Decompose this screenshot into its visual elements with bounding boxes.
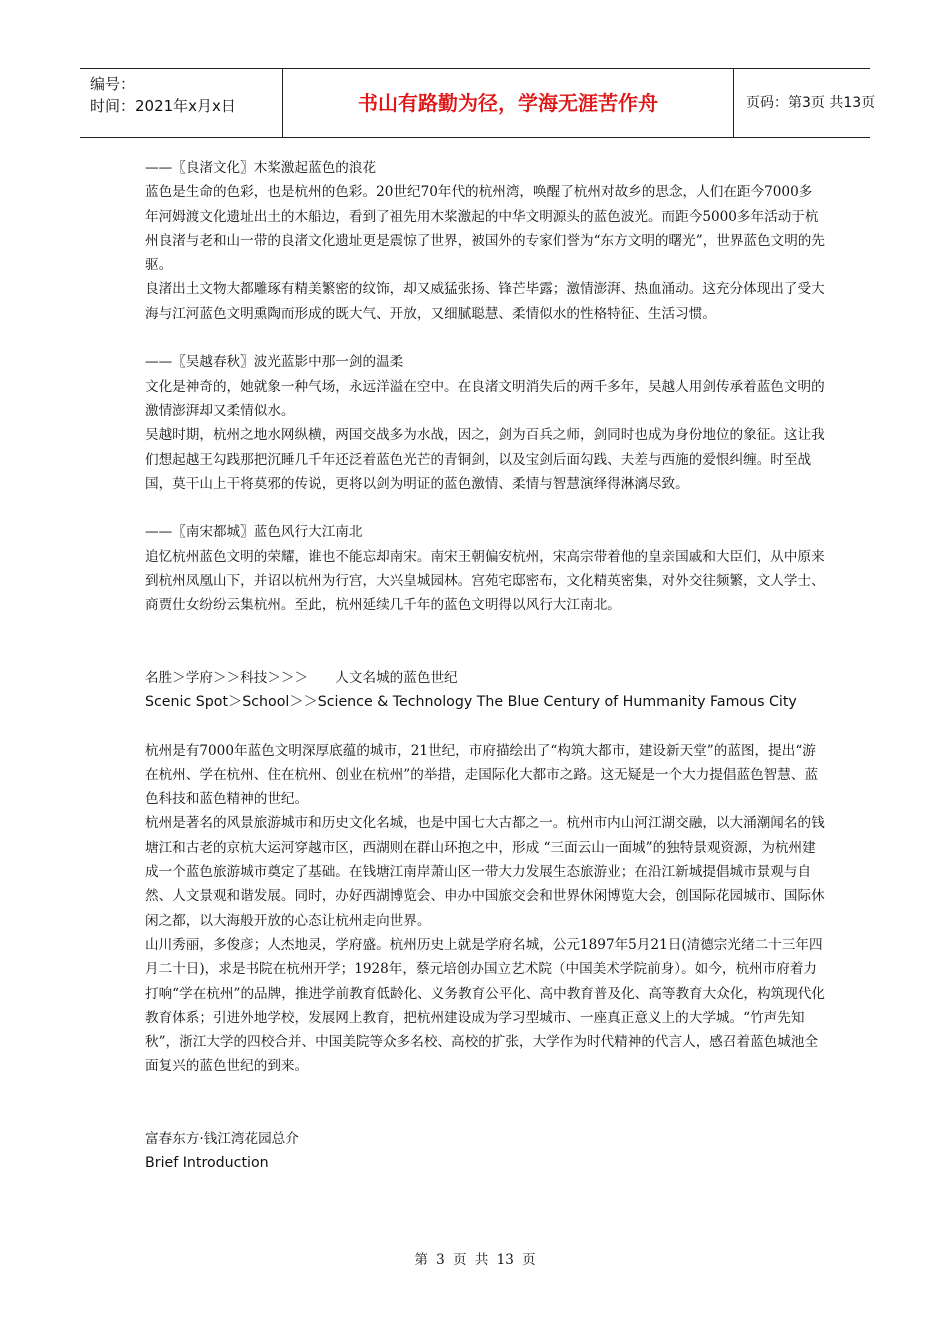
paragraph: 杭州是有7000年蓝色文明深厚底蕴的城市，21世纪，市府描绘出了“构筑大都市，建设新天堂”的蓝图，提出“游在杭州、学在杭州、住在杭州、创业在杭州”的举措，走国际化大都市之路。这无疑是一个大力提倡蓝色智慧、蓝色科技和蓝色精神的世纪。 xyxy=(145,742,819,808)
document-time-label: 时间：2021年x月x日 xyxy=(90,97,236,115)
paragraph: 吴越时期，杭州之地水网纵横，两国交战多为水战，因之，剑为百兵之师，剑同时也成为身份地位的象征。这让我们想起越王勾践那把沉睡几千年还泛着蓝色光芒的青铜剑，以及宝剑后面勾践、夫差与西施的爱恨纠缠。时至战国，莫干山上干将莫邪的传说，更将以剑为明证的蓝色激情、柔情与智慧演绎得淋漓尽致。 xyxy=(145,427,825,492)
document-number-label: 编号： xyxy=(90,75,136,93)
nav-heading-en: Scenic Spot＞School＞＞Science & Technology The Blue Century of Hummanity Famous City xyxy=(145,693,797,710)
paragraph: 良渚出土文物大都雕琢有精美繁密的纹饰，却又威猛张扬、锋芒毕露；激情澎湃、热血涌动。这充分体现出了受大海与江河蓝色文明熏陶而形成的既大气、开放，又细腻聪慧、柔情似水的性格特征、生活习惯。 xyxy=(145,281,825,322)
page-footer: 第 3 页 共 13 页 xyxy=(414,1252,536,1268)
paragraph: 山川秀丽，多俊彦；人杰地灵，学府盛。杭州历史上就是学府名城，公元1897年5月21日(清德宗光绪二十三年四月二十日)，求是书院在杭州开学；1928年，蔡元培创办国立艺术院（中国美术学院前身）。如今，杭州市府着力打响“学在杭州”的品牌，推进学前教育低龄化、义务教育公平化、高中教育普及化、高等教育大众化，构筑现代化教育体系；引进外地学校，发展网上教育，把杭州建设成为学习型城市、一座真正意义上的大学城。“竹声先知秋”，浙江大学的四校合并、中国美院等众多名校、高校的扩张，大学作为时代精神的代言人，感召着蓝色城池全面复兴的蓝色世纪的到来。 xyxy=(145,936,825,1075)
header-meta xyxy=(80,69,282,137)
paragraph: 杭州是著名的风景旅游城市和历史文化名城，也是中国七大古都之一。杭州市内山河江湖交融，以大涌潮闻名的钱塘江和古老的京杭大运河穿越市区，西湖则在群山环抱之中，形成 “三面云山一面城”的独特景观资源，为杭州建成一个蓝色旅游城市奠定了基础。在钱塘江南岸萧山区一带大力发展生态旅游业；在沿江新城提倡城市景观与自然、人文景观和谐发展。同时，办好西湖博览会、申办中国旅交会和世界休闲博览大会，创国际花园城市、国际休闲之都，以大海般开放的心态让杭州走向世界。 xyxy=(145,815,825,929)
header-page-label: 页码：第3页 共13页 xyxy=(746,95,876,111)
paragraph: 追忆杭州蓝色文明的荣耀，谁也不能忘却南宋。南宋王朝偏安杭州，宋高宗带着他的皇亲国戚和大臣们，从中原来到杭州凤凰山下，并诏以杭州为行宫，大兴皇城园林。宫苑宅邸密布，文化精英密集，对外交往频繁，文人学士、商贾仕女纷纷云集杭州。至此，杭州延续几千年的蓝色文明得以风行大江南北。 xyxy=(145,548,825,614)
section-title: ——〖吴越春秋〗波光蓝影中那一剑的温柔 xyxy=(145,354,404,371)
paragraph: 文化是神奇的，她就象一种气场，永远洋溢在空中。在良渚文明消失后的两千多年，吴越人用剑传承着蓝色文明的激情澎湃却又柔情似水。 xyxy=(145,378,825,419)
intro-heading-en: Brief Introduction xyxy=(145,1154,269,1171)
paragraph: 蓝色是生命的色彩，也是杭州的色彩。20世纪70年代的杭州湾，唤醒了杭州对故乡的思念，人们在距今7000多年河姆渡文化遗址出土的木船边，看到了祖先用木桨激起的中华文明源头的蓝色波光。而距今5000多年活动于杭州良渚与老和山一带的良渚文化遗址更是震惊了世界，被国外的专家们誉为“东方文明的曙光”，世界蓝色文明的先驱。 xyxy=(145,184,825,274)
document-body xyxy=(145,156,825,1175)
page-header xyxy=(80,68,876,138)
nav-heading-cn: 名胜＞学府＞＞科技＞＞＞ 人文名城的蓝色世纪 xyxy=(145,669,458,686)
section-title: ——〖南宋都城〗蓝色风行大江南北 xyxy=(145,524,363,541)
section-title: ——〖良渚文化〗木桨激起蓝色的浪花 xyxy=(145,160,377,176)
intro-heading-cn: 富春东方·钱江湾花园总介 xyxy=(145,1130,299,1147)
header-motto: 书山有路勤为径，学海无涯苦作舟 xyxy=(282,69,734,137)
